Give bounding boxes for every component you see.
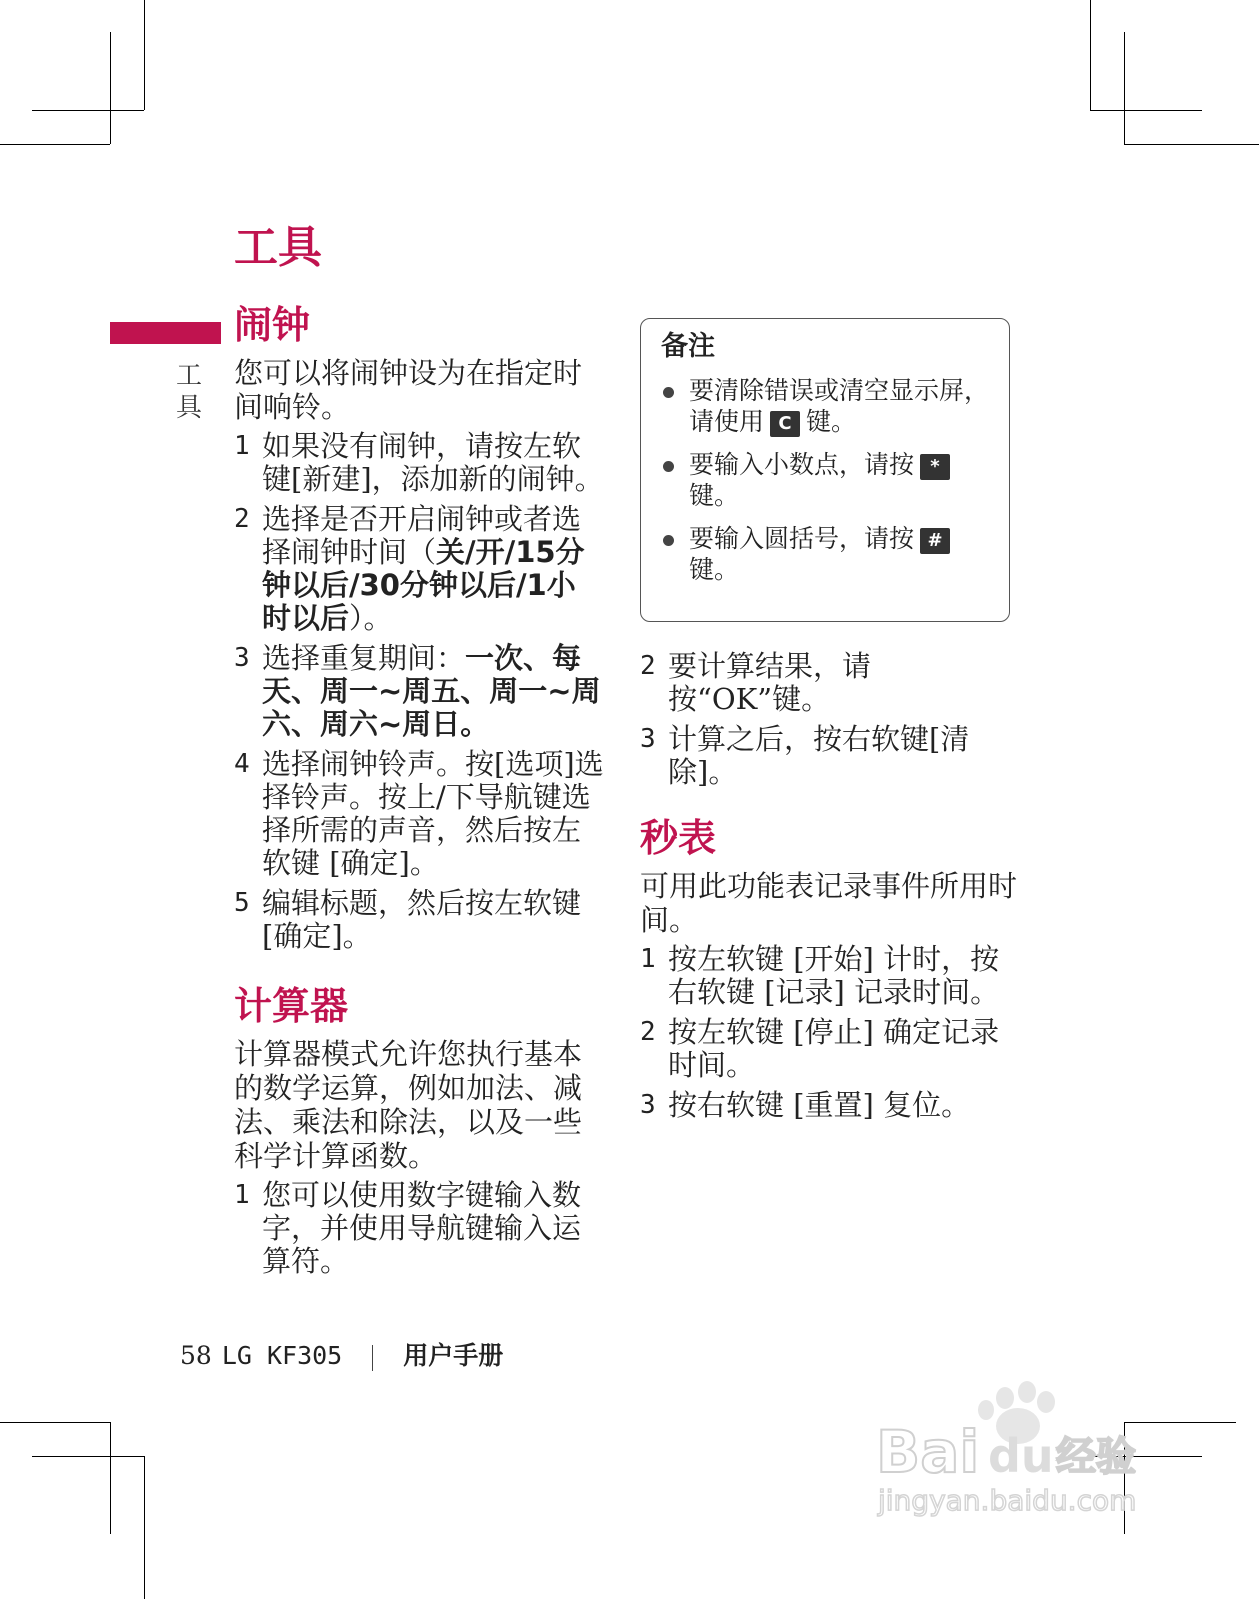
step-text: 编辑标题，然后按左软键[确定]。 xyxy=(262,886,582,953)
list-item xyxy=(234,1179,604,1278)
step-number: 3 xyxy=(234,643,250,673)
step-text: 计算之后，按右软键[清除]。 xyxy=(668,722,970,789)
svg-text:jingyan.baidu.com: jingyan.baidu.com xyxy=(878,1484,1137,1517)
svg-text:Bai: Bai xyxy=(876,1418,980,1486)
note-text: 要输入圆括号，请按 xyxy=(689,524,915,553)
step-text: 按左软键 [开始] 计时，按右软键 [记录] 记录时间。 xyxy=(668,942,1000,1009)
bullet-icon xyxy=(663,535,674,546)
baidu-watermark-logo xyxy=(870,1380,1170,1530)
list-item xyxy=(661,449,995,511)
crop-mark xyxy=(32,110,144,111)
list-item xyxy=(234,642,604,741)
alarm-intro: 您可以将闹钟设为在指定时间响铃。 xyxy=(234,356,583,424)
crop-mark xyxy=(110,1422,111,1534)
calculator-steps xyxy=(234,1179,604,1278)
step-text: 选择重复期间： xyxy=(262,641,466,675)
step-number: 5 xyxy=(234,888,250,918)
step-number: 1 xyxy=(640,944,656,974)
calculator-steps-continued xyxy=(640,650,1020,789)
list-item xyxy=(661,523,995,585)
list-item xyxy=(234,430,604,496)
step-text: 要计算结果，请按“OK”键。 xyxy=(668,649,872,716)
crop-mark xyxy=(1124,32,1125,144)
step-options: 关/开/15分钟以后/30分钟以后/1小时以后 xyxy=(262,535,585,635)
alarm-steps xyxy=(234,430,604,953)
list-item xyxy=(640,1016,1020,1082)
note-text-end: 键。 xyxy=(689,481,740,510)
svg-text:经验: 经验 xyxy=(1056,1434,1136,1480)
step-text-end: ）。 xyxy=(349,601,393,635)
list-item xyxy=(640,650,1020,716)
bullet-icon xyxy=(663,387,674,398)
step-number: 2 xyxy=(640,651,656,681)
model-name: LG KF305 xyxy=(221,1341,343,1370)
list-item xyxy=(640,943,1020,1009)
left-column xyxy=(234,302,604,1285)
star-key-icon: * xyxy=(920,454,950,480)
note-list xyxy=(661,375,995,585)
stopwatch-heading: 秒表 xyxy=(640,816,717,860)
crop-mark xyxy=(32,1456,144,1457)
list-item xyxy=(234,887,604,953)
note-text: 要清除错误或清空显示屏，请使用 xyxy=(689,376,990,436)
note-box xyxy=(640,318,1010,622)
alarm-heading: 闹钟 xyxy=(234,303,311,347)
step-text: 按左软键 [停止] 确定记录时间。 xyxy=(668,1015,1000,1082)
footer-divider xyxy=(372,1345,373,1371)
step-text: 您可以使用数字键输入数字，并使用导航键输入运算符。 xyxy=(262,1178,582,1278)
step-text: 选择闹钟铃声。按[选项]选择铃声。按上/下导航键选择所需的声音，然后按左软键 [确定]。 xyxy=(262,747,604,880)
note-text-end: 键。 xyxy=(806,407,857,436)
step-number: 1 xyxy=(234,1180,250,1210)
step-number: 2 xyxy=(234,504,250,534)
bullet-icon xyxy=(663,461,674,472)
step-options: 一次、每天、周一~周五、周一~周六、周六~周日。 xyxy=(262,641,601,741)
step-text: 如果没有闹钟，请按左软键[新建]，添加新的闹钟。 xyxy=(262,429,604,496)
section-side-label: 工具 xyxy=(176,361,203,423)
step-text: 按右软键 [重置] 复位。 xyxy=(668,1088,971,1122)
c-key-icon: C xyxy=(770,411,800,437)
right-column xyxy=(640,650,1020,1129)
step-number: 1 xyxy=(234,431,250,461)
svg-text:du: du xyxy=(988,1429,1054,1483)
section-tab-bar xyxy=(110,322,221,344)
list-item xyxy=(234,503,604,635)
page-title: 工具 xyxy=(234,222,322,273)
hash-key-icon: # xyxy=(920,528,950,554)
step-number: 3 xyxy=(640,724,656,754)
list-item xyxy=(640,723,1020,789)
crop-mark xyxy=(1090,110,1202,111)
step-number: 3 xyxy=(640,1090,656,1120)
step-text: 选择是否开启闹钟或者选择闹钟时间（ xyxy=(262,502,582,569)
crop-mark xyxy=(0,144,110,145)
stopwatch-intro: 可用此功能表记录事件所用时间。 xyxy=(640,869,1018,937)
calculator-intro: 计算器模式允许您执行基本的数学运算，例如加法、减法、乘法和除法，以及一些科学计算函数。 xyxy=(234,1037,583,1173)
note-title: 备注 xyxy=(661,331,715,362)
crop-mark xyxy=(1090,0,1091,110)
step-number: 2 xyxy=(640,1017,656,1047)
page-footer xyxy=(180,1340,503,1372)
crop-mark xyxy=(144,0,145,110)
list-item xyxy=(661,375,995,437)
step-number: 4 xyxy=(234,749,250,779)
stopwatch-steps xyxy=(640,943,1020,1122)
crop-mark xyxy=(1124,144,1259,145)
crop-mark xyxy=(0,1422,110,1423)
crop-mark xyxy=(144,1456,145,1599)
note-text: 要输入小数点，请按 xyxy=(689,450,915,479)
page-number: 58 xyxy=(180,1341,212,1370)
calculator-heading: 计算器 xyxy=(234,984,349,1028)
list-item xyxy=(640,1089,1020,1122)
note-text-end: 键。 xyxy=(689,555,740,584)
crop-mark xyxy=(110,32,111,144)
list-item xyxy=(234,748,604,880)
manual-title: 用户手册 xyxy=(403,1341,504,1370)
